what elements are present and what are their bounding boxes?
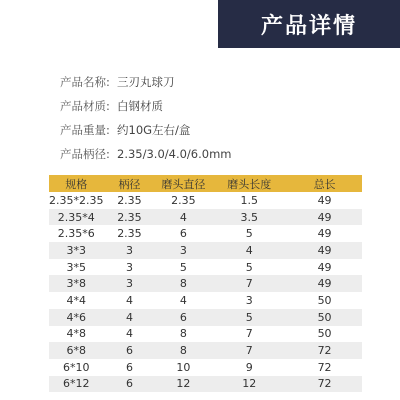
table-cell: 4*8: [49, 326, 103, 343]
table-cell: 4: [211, 242, 287, 259]
info-row-material: [60, 94, 232, 118]
table-cell: 3: [211, 292, 287, 309]
table-cell: 3: [155, 242, 211, 259]
column-header: 规格: [49, 175, 103, 192]
table-row: [49, 225, 362, 242]
table-cell: 3: [103, 242, 155, 259]
table-cell: 5: [211, 309, 287, 326]
table-cell: 6: [103, 376, 155, 393]
table-cell: 8: [155, 326, 211, 343]
table-row: [49, 376, 362, 393]
table-cell: 6: [103, 359, 155, 376]
table-cell: 4*4: [49, 292, 103, 309]
table-cell: 72: [287, 342, 362, 359]
table-cell: 50: [287, 292, 362, 309]
table-cell: 3: [103, 275, 155, 292]
table-row: [49, 259, 362, 276]
table-cell: 2.35*6: [49, 225, 103, 242]
column-header: 磨头长度: [211, 175, 287, 192]
info-key: 产品重量:: [60, 123, 110, 137]
table-cell: 4*6: [49, 309, 103, 326]
header-left-band: [0, 0, 218, 48]
table-cell: 10: [155, 359, 211, 376]
table-cell: 4: [103, 309, 155, 326]
table-cell: 49: [287, 209, 362, 226]
table-cell: 4: [103, 292, 155, 309]
table-row: [49, 342, 362, 359]
table-cell: 6: [155, 225, 211, 242]
table-row: [49, 292, 362, 309]
spec-table: [49, 175, 362, 392]
table-cell: 1.5: [211, 192, 287, 209]
table-cell: 49: [287, 242, 362, 259]
info-row-shank: [60, 142, 232, 166]
info-key: 产品柄径:: [60, 147, 110, 161]
table-cell: 6*12: [49, 376, 103, 393]
info-value: 约10G左右/盒: [117, 123, 191, 137]
table-cell: 8: [155, 342, 211, 359]
table-cell: 3.5: [211, 209, 287, 226]
table-header-row: [49, 175, 362, 192]
table-cell: 49: [287, 225, 362, 242]
table-cell: 6: [155, 309, 211, 326]
table-cell: 4: [155, 209, 211, 226]
page-title: 产品详情: [218, 0, 400, 48]
table-cell: 50: [287, 309, 362, 326]
info-key: 产品名称:: [60, 75, 110, 89]
table-cell: 7: [211, 275, 287, 292]
page-header: [0, 0, 400, 48]
table-row: [49, 242, 362, 259]
table-body: [49, 192, 362, 392]
table-cell: 3*8: [49, 275, 103, 292]
table-cell: 2.35: [103, 209, 155, 226]
info-row-weight: [60, 118, 232, 142]
table-row: [49, 326, 362, 343]
info-value: 白钢材质: [117, 99, 163, 113]
table-cell: 2.35*2.35: [49, 193, 104, 207]
product-info: [60, 70, 232, 166]
table-cell: 2.35: [155, 192, 211, 209]
info-key: 产品材质:: [60, 99, 110, 113]
table-cell: 12: [211, 376, 287, 393]
table-row: [49, 192, 362, 209]
table-cell: 5: [211, 225, 287, 242]
table-cell: 4: [103, 326, 155, 343]
column-header: 总长: [287, 175, 362, 192]
column-header: 柄径: [103, 175, 155, 192]
table-cell: 8: [155, 275, 211, 292]
table-row: [49, 209, 362, 226]
table-row: [49, 359, 362, 376]
table-cell: 7: [211, 342, 287, 359]
table-cell: 6*10: [49, 359, 103, 376]
table-cell: 3*3: [49, 242, 103, 259]
info-row-name: [60, 70, 232, 94]
column-header: 磨头直径: [155, 175, 211, 192]
table-cell: 6*8: [49, 342, 103, 359]
table-cell: 3: [103, 259, 155, 276]
table-cell: 72: [287, 376, 362, 393]
table-cell: 5: [155, 259, 211, 276]
table-cell: 6: [103, 342, 155, 359]
table-cell: 2.35: [103, 192, 155, 209]
table-cell: 49: [287, 275, 362, 292]
table-cell: 2.35: [103, 225, 155, 242]
info-value: 2.35/3.0/4.0/6.0mm: [117, 147, 232, 161]
table-cell: 2.35*4: [49, 209, 103, 226]
info-value: 三刃丸球刀: [117, 75, 175, 89]
table-cell: 49: [287, 192, 362, 209]
table-row: [49, 309, 362, 326]
table-cell: 12: [155, 376, 211, 393]
table-cell: 4: [155, 292, 211, 309]
table-cell: 5: [211, 259, 287, 276]
table-cell: 7: [211, 326, 287, 343]
table-cell: 72: [287, 359, 362, 376]
table-cell: 50: [287, 326, 362, 343]
table-cell: 3*5: [49, 259, 103, 276]
table-cell: 49: [287, 259, 362, 276]
table-row: [49, 275, 362, 292]
table-cell: 9: [211, 359, 287, 376]
